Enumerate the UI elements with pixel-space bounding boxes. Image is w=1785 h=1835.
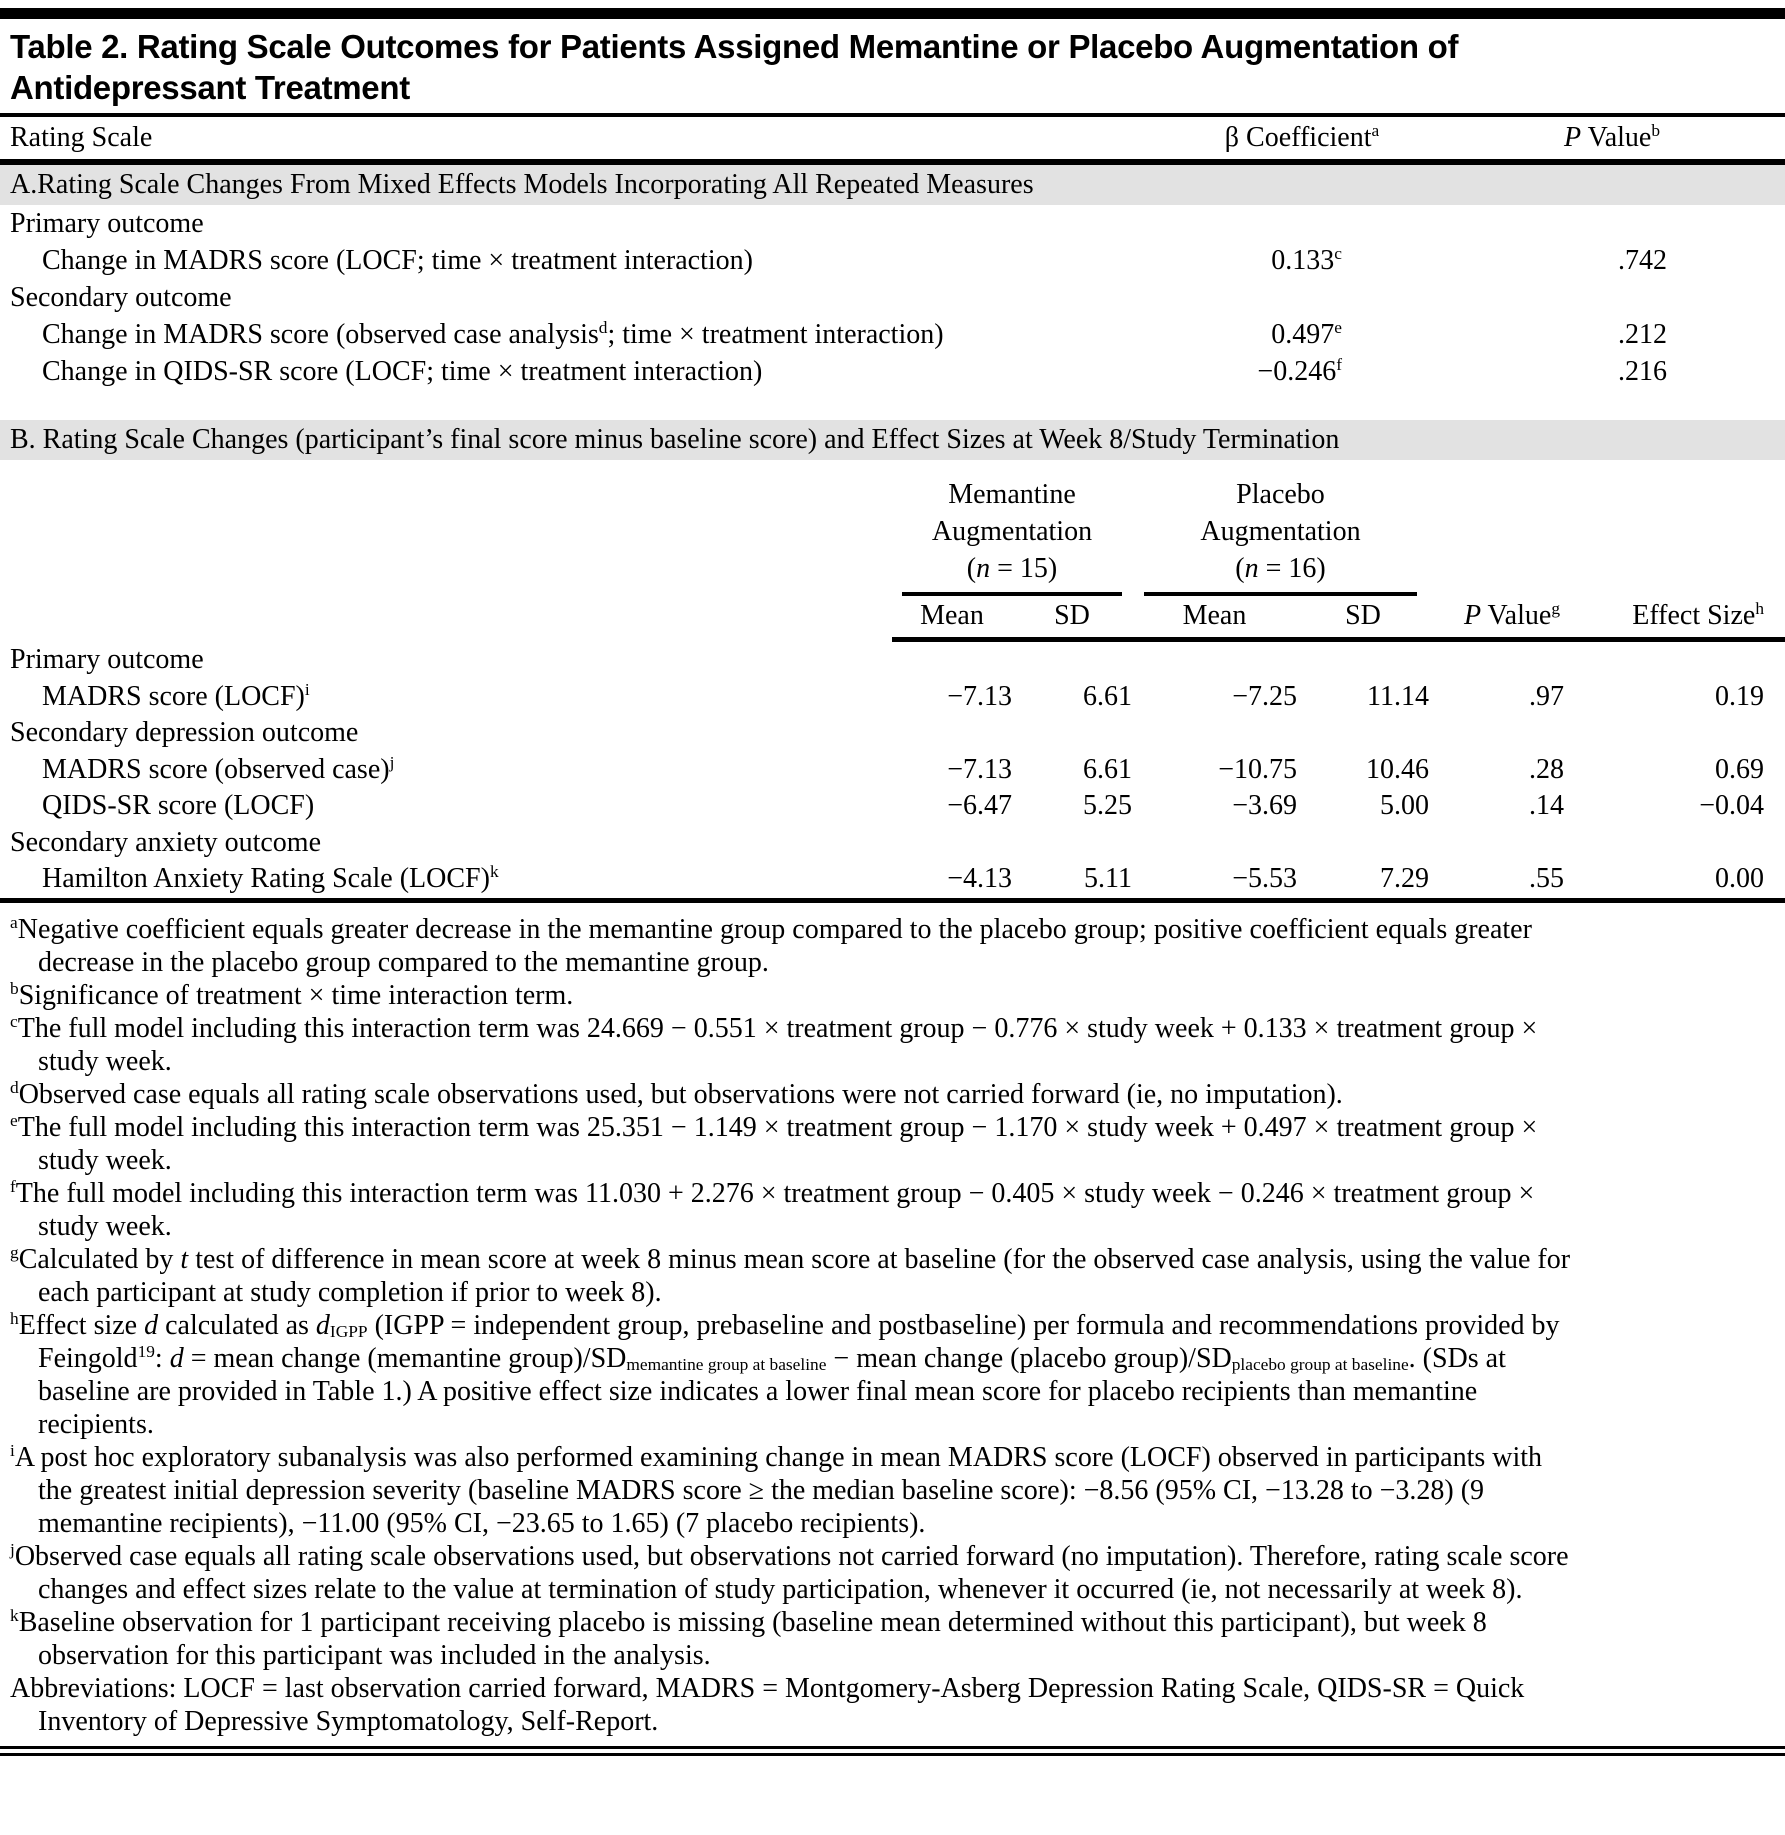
row-label: Secondary outcome xyxy=(10,282,232,313)
mean-value: −7.13 xyxy=(947,680,1012,712)
footnote-a xyxy=(10,913,1580,979)
footnote-e xyxy=(10,1111,1580,1177)
mean-value: −7.25 xyxy=(1232,680,1297,712)
table-2-page xyxy=(0,8,1785,1756)
effect-size-value: 0.69 xyxy=(1715,753,1764,785)
footnote-text: Negative coefficient equals greater decrease in the memantine group compared to the placebo group; positive coefficient equals greater decrease in the placebo group compared to the memantine group. xyxy=(17,913,1532,978)
footnote-b xyxy=(10,979,1580,1012)
table-row xyxy=(0,752,1785,789)
footnote-text: The full model including this interaction term was 25.351 − 1.149 × treatment group − 1.170 × study week + 0.497 × treatment group × study week. xyxy=(17,1111,1538,1176)
footnote-text: Baseline observation for 1 participant receiving placebo is missing (baseline mean determined without this participant), but week 8 observation for this participant was included in the analysis. xyxy=(18,1606,1487,1671)
p-value: .742 xyxy=(1618,245,1667,276)
sd-value: 5.00 xyxy=(1380,790,1429,821)
row-label: Secondary anxiety outcome xyxy=(10,826,322,858)
footnote-marker: c xyxy=(10,1011,18,1031)
mean-value: −4.13 xyxy=(947,863,1012,894)
footnote-f xyxy=(10,1177,1580,1243)
footnote-text: Significance of treatment × time interaction term. xyxy=(18,979,574,1011)
footnote-marker: b xyxy=(10,978,19,998)
table-title-line-2: Antidepressant Treatment xyxy=(10,69,410,106)
footnote-text: The full model including this interaction term was 24.669 − 0.551 × treatment group − 0.776 × study week + 0.133 × treatment group × study week. xyxy=(17,1012,1538,1077)
footnote-text: Observed case equals all rating scale observations used, but observations not carried forward (no imputation). Therefore, rating scale score changes and effect sizes relate to the value at termination of study participation, whenever it occurred (ie, not necessarily at week 8). xyxy=(14,1540,1569,1605)
sd-value: 10.46 xyxy=(1366,753,1429,785)
footnote-marker: h xyxy=(10,1308,19,1328)
bottom-double-rule xyxy=(0,1746,1785,1756)
row-label: MADRS score (LOCF)$^i$ xyxy=(42,679,310,712)
footnote-marker: d xyxy=(10,1077,19,1097)
table-row-category xyxy=(0,825,1785,862)
row-label: Change in MADRS score (observed case analysis$^d$; time × treatment interaction) xyxy=(42,318,944,350)
row-label: Change in QIDS-SR score (LOCF; time × treatment interaction) xyxy=(42,356,763,387)
beta-value: 0.497e xyxy=(1271,318,1342,350)
group-name: Memantine xyxy=(948,479,1076,510)
p-value-column-header: P Value$^g$ xyxy=(1463,599,1560,631)
memantine-group-header xyxy=(892,476,1132,596)
subheader-group xyxy=(892,596,1785,642)
table-row-category xyxy=(0,642,1785,679)
p-value: .28 xyxy=(1529,753,1564,785)
footnote-marker: g xyxy=(10,1242,19,1262)
group-n: (n = 16) xyxy=(1235,553,1326,584)
table-row xyxy=(0,861,1785,898)
sd-column-header: SD xyxy=(1345,600,1381,631)
section-b-subheader-row xyxy=(0,596,1785,642)
footnote-marker: a xyxy=(10,912,18,932)
footnote-marker: j xyxy=(10,1539,15,1559)
beta-value: 0.133$^c$ xyxy=(1271,244,1342,276)
sd-value: 6.61 xyxy=(1083,753,1132,785)
footnote-marker: i xyxy=(10,1440,15,1460)
footnote-text: Effect size d calculated as $d_{IGPP}$ (IGPP = independent group, prebaseline and postbaseline) per formula and recommendations provided by Feingold$^{19}$: d = mean change (memantine $group)/SD_{memantine group at baseline}$ − mean change (placebo $group)/SD_{placebo group at baseline}$. (SDs at baseline are provided in Table 1.) A positive effect size indicates a lower final mean score for placebo recipients than memantine recipients. xyxy=(18,1309,1560,1440)
table-row-category xyxy=(0,279,1785,316)
row-label: Change in MADRS score (LOCF; time × treatment interaction) xyxy=(42,245,753,276)
row-label: Primary outcome xyxy=(10,208,204,239)
effect-size-value: −0.04 xyxy=(1699,790,1764,821)
p-value-column-header: P Value$^b$ xyxy=(1563,121,1661,153)
footnote-marker: k xyxy=(10,1605,19,1625)
effect-size-value: 0.00 xyxy=(1715,863,1764,894)
mean-column-header: Mean xyxy=(1182,600,1247,631)
abbreviations-note xyxy=(10,1672,1580,1738)
footnote-marker: f xyxy=(10,1176,16,1196)
footnotes-block xyxy=(0,903,1592,1738)
mean-value: −5.53 xyxy=(1232,863,1297,894)
beta-value: −0.246$^f$ xyxy=(1257,355,1342,387)
footnote-g xyxy=(10,1243,1580,1309)
group-name: Augmentation xyxy=(931,516,1093,547)
row-label: Primary outcome xyxy=(10,644,204,675)
table-row xyxy=(0,788,1785,825)
table-row-category xyxy=(0,205,1785,242)
section-a-header-row xyxy=(0,117,1785,159)
beta-coefficient-column-header: β Coefficient$^a$ xyxy=(1224,121,1380,153)
sd-value: 7.29 xyxy=(1380,863,1429,894)
row-label: QIDS-SR score (LOCF) xyxy=(42,790,315,821)
footnote-c xyxy=(10,1012,1580,1078)
p-value: .216 xyxy=(1618,356,1667,387)
top-rule xyxy=(0,8,1785,19)
footnote-i xyxy=(10,1441,1580,1540)
table-row-category xyxy=(0,715,1785,752)
mean-value: −6.47 xyxy=(947,790,1012,821)
sd-value: 6.61 xyxy=(1083,680,1132,712)
sd-column-header: SD xyxy=(1054,600,1090,631)
table-title-line-1: Table 2. Rating Scale Outcomes for Patients Assigned Memantine or Placebo Augmentation of xyxy=(10,28,1459,65)
footnote-text: Calculated by t test of difference in mean score at week 8 minus mean score at baseline (for the observed case analysis, using the value for each participant at study completion if prior to week 8). xyxy=(18,1243,1571,1308)
table-row xyxy=(0,242,1785,279)
p-value: .14 xyxy=(1529,790,1564,821)
table-row xyxy=(0,353,1785,390)
mean-column-header: Mean xyxy=(920,600,984,631)
footnote-text: Observed case equals all rating scale observations used, but observations were not carried forward (ie, no imputation). xyxy=(18,1078,1343,1110)
sd-value: 11.14 xyxy=(1367,680,1429,712)
footnote-k xyxy=(10,1606,1580,1672)
footnote-j xyxy=(10,1540,1580,1606)
p-value: .212 xyxy=(1618,319,1667,350)
p-value: .55 xyxy=(1529,863,1564,894)
sd-value: 5.25 xyxy=(1083,790,1132,821)
row-label: Secondary depression outcome xyxy=(10,717,359,748)
section-b-group-header-row xyxy=(0,460,1785,596)
mean-value: −3.69 xyxy=(1232,790,1297,821)
footnote-text: A post hoc exploratory subanalysis was also performed examining change in mean MADRS score (LOCF) observed in participants with the greatest initial depression severity (baseline MADRS score ≥ the median baseline score): −8.56 (95% CI, −13.28 to −3.28) (9 memantine recipients), −11.00 (95% CI, −23.65 to 1.65) (7 placebo recipients). xyxy=(14,1441,1543,1539)
row-label: Hamilton Anxiety Rating Scale (LOCF)$^k$ xyxy=(42,862,499,894)
group-n: (n = 15) xyxy=(966,553,1058,584)
rating-scale-column-header: Rating Scale xyxy=(10,122,153,153)
table-row xyxy=(0,679,1785,716)
footnote-h xyxy=(10,1309,1580,1441)
group-name: Placebo xyxy=(1236,479,1325,510)
footnote-d xyxy=(10,1078,1580,1111)
group-name: Augmentation xyxy=(1200,516,1361,547)
section-b-banner: B. Rating Scale Changes (participant’s final score minus baseline score) and Effect Sizes at Week 8/Study Termination xyxy=(0,420,1785,460)
section-a-banner: A.Rating Scale Changes From Mixed Effects Models Incorporating All Repeated Measures xyxy=(0,165,1785,205)
table-title xyxy=(0,19,1785,113)
footnote-text: Abbreviations: LOCF = last observation carried forward, MADRS = Montgomery-Asberg Depression Rating Scale, QIDS-SR = Quick Inventory of Depressive Symptomatology, Self-Report. xyxy=(10,1672,1525,1737)
mean-value: −7.13 xyxy=(947,753,1012,785)
footnote-marker: e xyxy=(10,1110,18,1130)
effect-size-column-header: Effect Size$^h$ xyxy=(1632,599,1764,631)
placebo-group-header xyxy=(1132,476,1429,596)
footnote-text: The full model including this interaction term was 11.030 + 2.276 × treatment group − 0.405 × study week − 0.246 × treatment group × study week. xyxy=(15,1177,1535,1242)
mean-value: −10.75 xyxy=(1218,753,1297,785)
row-label: MADRS score (observed case)$^j$ xyxy=(42,752,395,785)
table-row xyxy=(0,316,1785,353)
p-value: .97 xyxy=(1529,680,1564,712)
sd-value: 5.11 xyxy=(1084,863,1132,894)
effect-size-value: 0.19 xyxy=(1715,680,1764,712)
